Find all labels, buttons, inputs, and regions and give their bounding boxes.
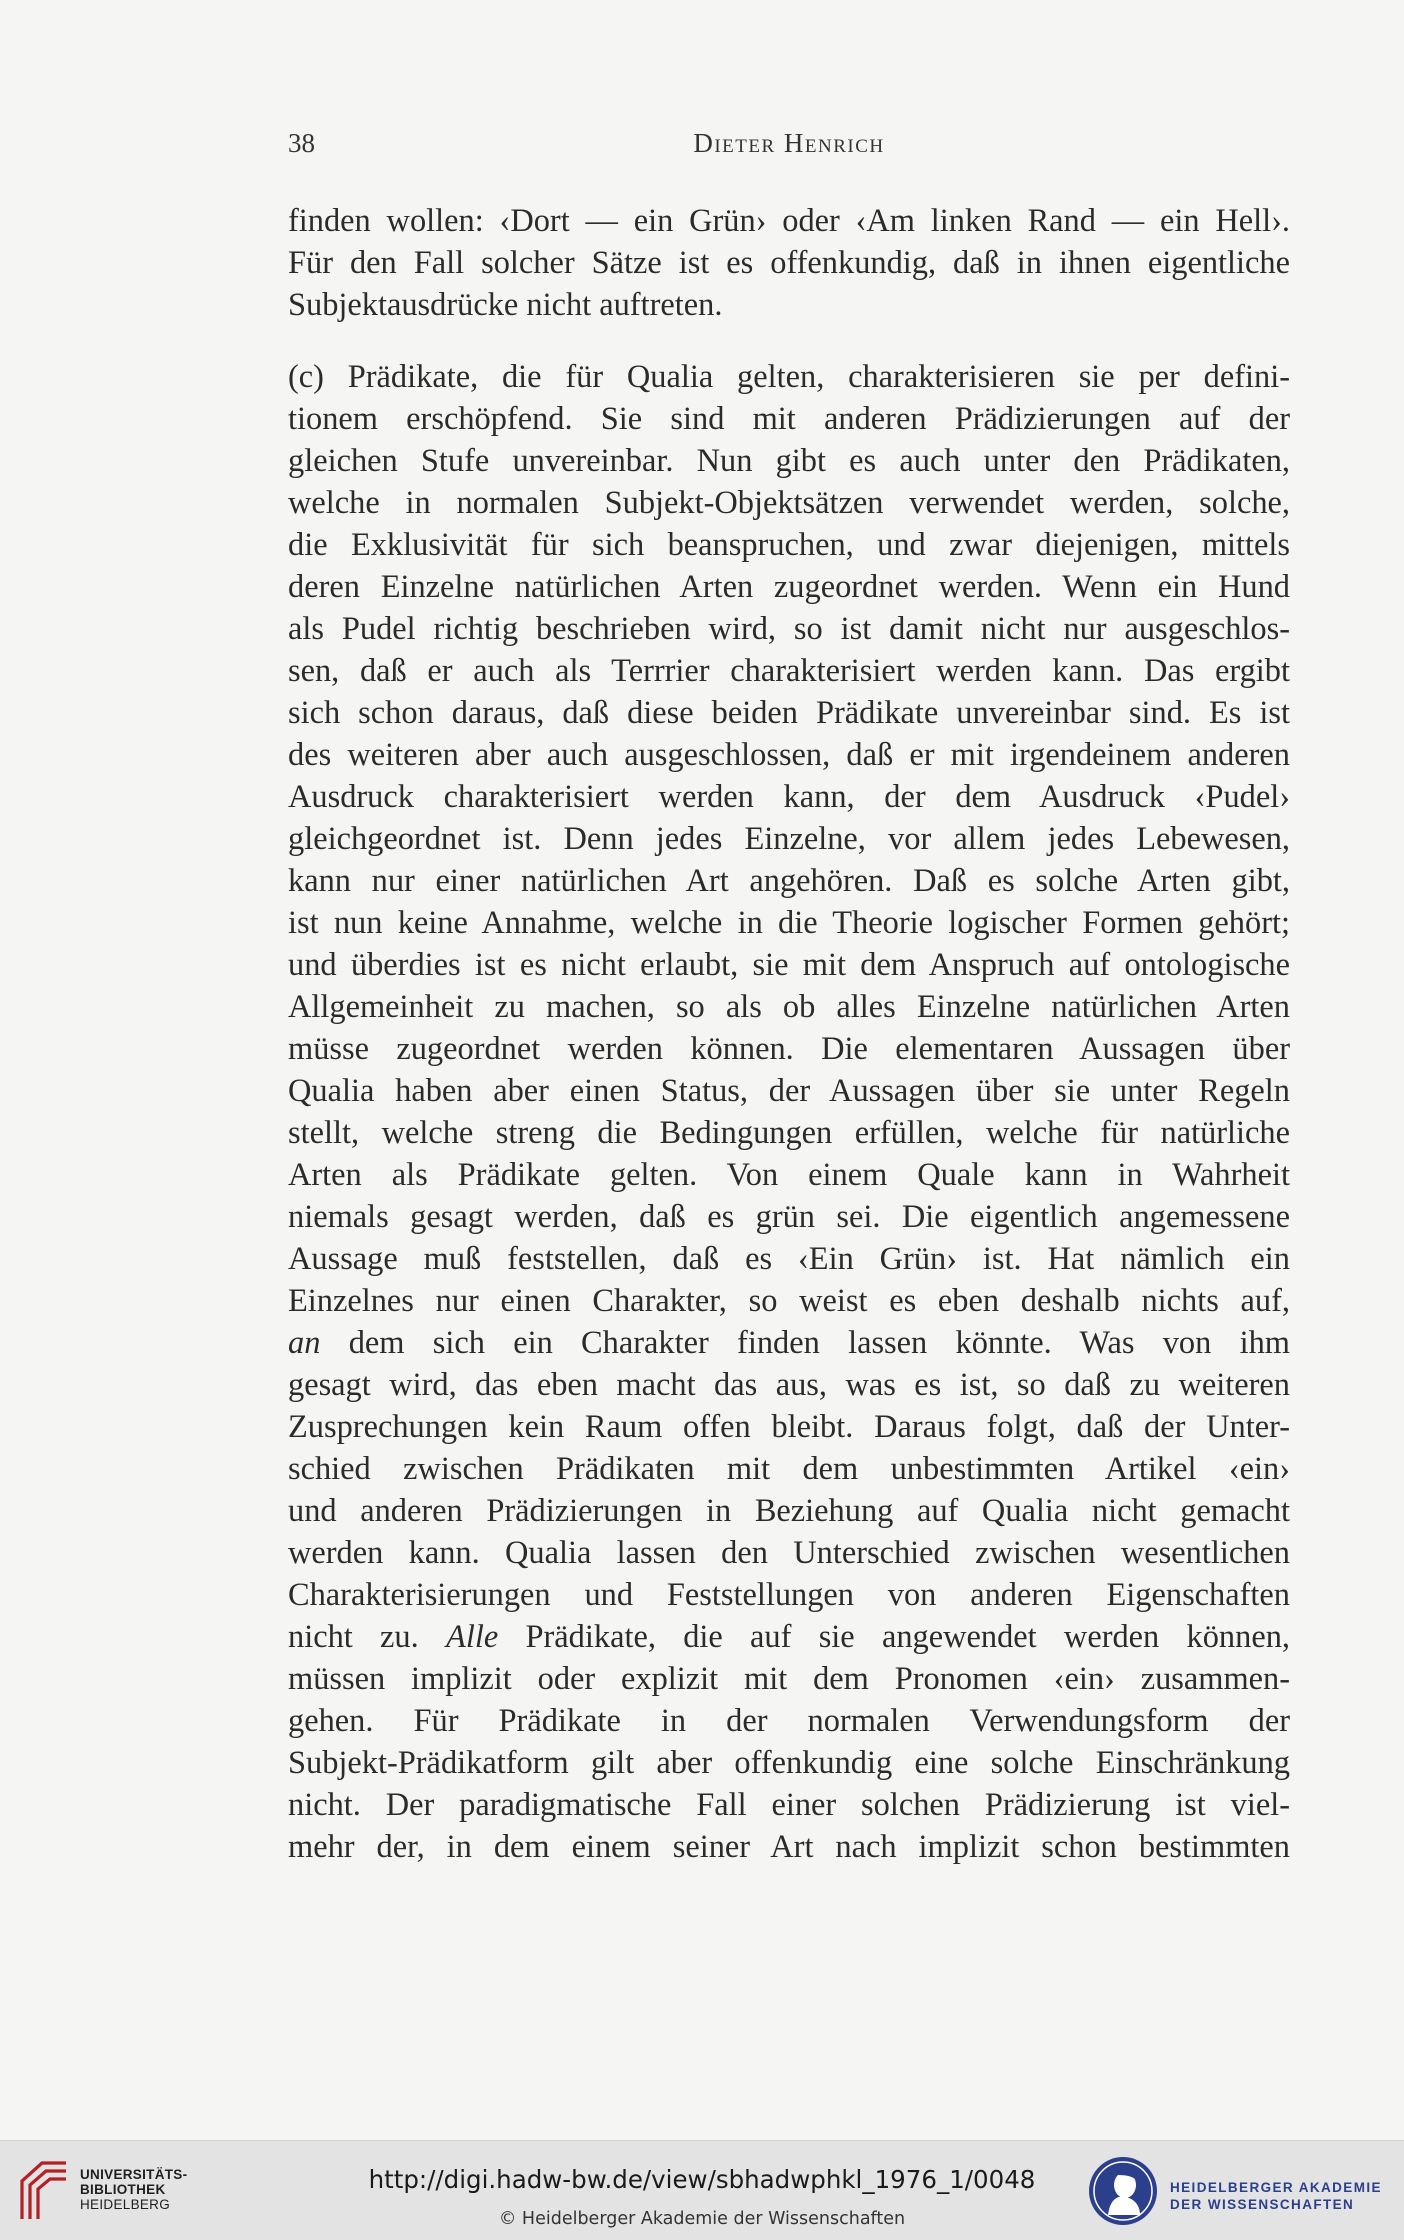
text-line: welche in normalen Subjekt-Objektsätzen verwendet werden, solche, — [288, 485, 1290, 521]
text-line: gleichgeordnet ist. Denn jedes Einzelne, vor allem jedes Lebewesen, — [288, 821, 1290, 857]
page-number: 38 — [288, 128, 315, 158]
italic-word: an — [288, 1325, 321, 1361]
text-line: gleichen Stufe unvereinbar. Nun gibt es auch unter den Prädikaten, — [288, 443, 1290, 479]
text-line-mixed — [288, 1616, 1290, 1658]
text-line-rest: dem sich ein Charakter finden lassen könnte. Was von ihm — [348, 1325, 1290, 1361]
italic-word: Alle — [446, 1619, 499, 1655]
text-line: Aussage muß feststellen, daß es ‹Ein Grün› ist. Hat nämlich ein — [288, 1241, 1290, 1277]
text-line: die Exklusivität für sich beanspruchen, und zwar diejenigen, mittels — [288, 527, 1290, 563]
text-line: werden kann. Qualia lassen den Unterschied zwischen wesentlichen — [288, 1535, 1290, 1571]
text-line: Subjekt-Prädikatform gilt aber offenkundig eine solche Einschränkung — [288, 1745, 1290, 1781]
text-line: ist nun keine Annahme, welche in die Theorie logischer Formen gehört; — [288, 905, 1290, 941]
copyright-notice: © Heidelberger Akademie der Wissenschaften — [498, 2209, 906, 2229]
viewer-footer — [0, 2140, 1404, 2240]
text-line: gehen. Für Prädikate in der normalen Verwendungsform der — [288, 1703, 1290, 1739]
text-line: (c) Prädikate, die für Qualia gelten, charakterisieren sie per defini- — [288, 359, 1290, 395]
text-line: Einzelnes nur einen Charakter, so weist es eben deshalb nichts auf, — [288, 1283, 1290, 1319]
text-line: als Pudel richtig beschrieben wird, so ist damit nicht nur ausgeschlos- — [288, 611, 1290, 647]
academy-seal-logo — [1086, 2153, 1160, 2229]
text-line: kann nur einer natürlichen Art angehören. Daß es solche Arten gibt, — [288, 863, 1290, 899]
text-line: müsse zugeordnet werden können. Die elementaren Aussagen über — [288, 1031, 1290, 1067]
text-line: Zusprechungen kein Raum offen bleibt. Daraus folgt, daß der Unter- — [288, 1409, 1290, 1445]
text-line: Qualia haben aber einen Status, der Aussagen über sie unter Regeln — [288, 1073, 1290, 1109]
page-header — [288, 128, 1290, 168]
text-line: Für den Fall solcher Sätze ist es offenkundig, daß in ihnen eigentliche — [288, 245, 1290, 281]
text-line-rest: Prädikate, die auf sie angewendet werden können, — [525, 1619, 1290, 1655]
text-line: niemals gesagt werden, daß es grün sei. Die eigentlich angemessene — [288, 1199, 1290, 1235]
text-line: und anderen Prädizierungen in Beziehung auf Qualia nicht gemacht — [288, 1493, 1290, 1529]
permalink-url[interactable]: http://digi.hadw-bw.de/view/sbhadwphkl_1976_1/0048 — [368, 2165, 1036, 2194]
text-line: schied zwischen Prädikaten mit dem unbestimmten Artikel ‹ein› — [288, 1451, 1290, 1487]
text-line-start: nicht zu. — [288, 1619, 419, 1655]
text-line: gesagt wird, das eben macht das aus, was es ist, so daß zu weiteren — [288, 1367, 1290, 1403]
academy-name: HEIDELBERGER AKADEMIE DER WISSENSCHAFTEN — [1170, 2180, 1382, 2212]
text-line: sen, daß er auch als Terrrier charakterisiert werden kann. Das ergibt — [288, 653, 1290, 689]
text-line: des weiteren aber auch ausgeschlossen, daß er mit irgendeinem anderen — [288, 737, 1290, 773]
text-line: Charakterisierungen und Feststellungen von anderen Eigenschaften — [288, 1577, 1290, 1613]
running-head: Dieter Henrich — [693, 128, 885, 158]
text-line: Subjektausdrücke nicht auftreten. — [288, 287, 723, 323]
university-library-name: UNIVERSITÄTS- BIBLIOTHEK HEIDELBERG — [80, 2167, 188, 2212]
text-line: tionem erschöpfend. Sie sind mit anderen Prädizierungen auf der — [288, 401, 1290, 437]
text-line: deren Einzelne natürlichen Arten zugeordnet werden. Wenn ein Hund — [288, 569, 1290, 605]
body-text — [288, 200, 1290, 1868]
text-line: Ausdruck charakterisiert werden kann, der dem Ausdruck ‹Pudel› — [288, 779, 1290, 815]
text-line: nicht. Der paradigmatische Fall einer solchen Prädizierung ist viel- — [288, 1787, 1290, 1823]
text-line: mehr der, in dem einem seiner Art nach implizit schon bestimmten — [288, 1829, 1290, 1865]
text-line: finden wollen: ‹Dort — ein Grün› oder ‹Am linken Rand — ein Hell›. — [288, 203, 1290, 239]
text-line: und überdies ist es nicht erlaubt, sie mit dem Anspruch auf ontologische — [288, 947, 1290, 983]
text-line: müssen implizit oder explizit mit dem Pronomen ‹ein› zusammen- — [288, 1661, 1290, 1697]
text-line: Arten als Prädikate gelten. Von einem Quale kann in Wahrheit — [288, 1157, 1290, 1193]
text-line-mixed — [288, 1322, 1290, 1364]
text-line: sich schon daraus, daß diese beiden Prädikate unvereinbar sind. Es ist — [288, 695, 1290, 731]
text-line: Allgemeinheit zu machen, so als ob alles Einzelne natürlichen Arten — [288, 989, 1290, 1025]
text-line: stellt, welche streng die Bedingungen erfüllen, welche für natürliche — [288, 1115, 1290, 1151]
